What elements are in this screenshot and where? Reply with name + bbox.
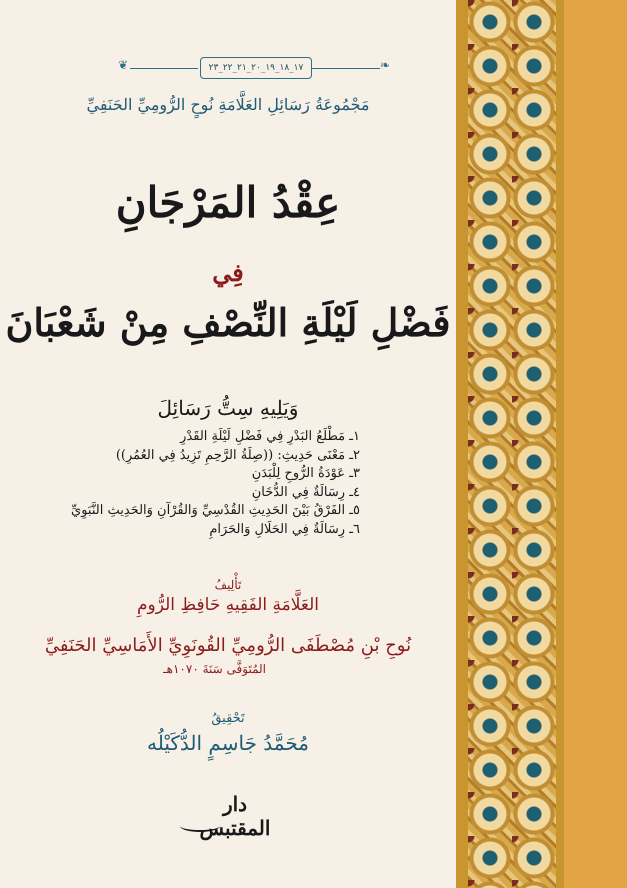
author-name: نُوحِ بْنِ مُصْطَفَى الرُّومِيِّ القُونَوِيِّ الأَمَاسِيِّ الحَنَفِيِّ	[44, 635, 412, 656]
ornament-line-right	[312, 68, 380, 69]
spine-color-band	[564, 0, 627, 888]
works-list-item: ١ـ مَطْلَعُ البَدْرِ فِي فَضْلِ لَيْلَةِ القَدْرِ	[180, 429, 360, 444]
works-list	[20, 428, 360, 539]
editing-label: تَحْقِيقُ	[211, 711, 245, 726]
collection-title: مَجْمُوعَةُ رَسَائِلِ العَلَّامَةِ نُوحٍ الرُّومِيِّ الحَنَفِيِّ	[86, 95, 370, 114]
ornamental-pattern-band	[468, 0, 556, 888]
publisher-swash-icon	[180, 820, 220, 832]
author-honorific: العَلَّامَةِ الفَقِيهِ حَافِظِ الرُّومِ	[137, 595, 319, 615]
book-title-line-2: فَضْلِ لَيْلَةِ النِّصْفِ مِنْ شَعْبَانَ	[5, 300, 451, 345]
ornamental-band-edge	[456, 0, 468, 888]
book-title-connector: فِي	[212, 258, 244, 287]
publisher-logo: دار المقتبس	[199, 792, 271, 840]
works-list-item: ٦ـ رِسَالَةٌ فِي الحَلَالِ وَالحَرَامِ	[209, 521, 360, 537]
works-list-item: ٣ـ عَوْدَةُ الرُّوحِ لِلْبَدَنِ	[251, 466, 360, 481]
works-list-item: ٤ـ رِسَالَةٌ فِي الدُّخَانِ	[251, 484, 360, 500]
book-title-line-1: عِقْدُ المَرْجَانِ	[115, 178, 341, 227]
flourish-icon: ❦	[118, 58, 129, 72]
ornament-line-left	[130, 68, 198, 69]
subtitle: وَيَلِيهِ سِتُّ رَسَائِلَ	[157, 396, 299, 420]
editor-name: مُحَمَّدُ جَاسِمٍ الدُّكَيْلُه	[147, 731, 309, 755]
works-list-item: ٢ـ مَعْنَى حَدِيثِ: ((صِلَةُ الرَّحِمِ تَزِيدُ فِي العُمُرِ))	[115, 447, 360, 463]
ornamental-band-edge-right	[556, 0, 564, 888]
works-list-item: ٥ـ الفَرْقُ بَيْنَ الحَدِيثِ القُدْسِيِّ وَالقُرْآنِ وَالحَدِيثِ النَّبَوِيِّ	[71, 503, 360, 518]
author-death-year: المُتَوَفَّى سَنَةَ ١٠٧٠هـ	[163, 662, 266, 676]
flourish-icon: ❧	[380, 58, 391, 72]
series-numbers-box: ١٧_١٨_١٩_٢٠_٢١_٢٢_٢٣	[200, 57, 312, 79]
authored-by-label: تَأْلِيفُ	[214, 578, 242, 592]
